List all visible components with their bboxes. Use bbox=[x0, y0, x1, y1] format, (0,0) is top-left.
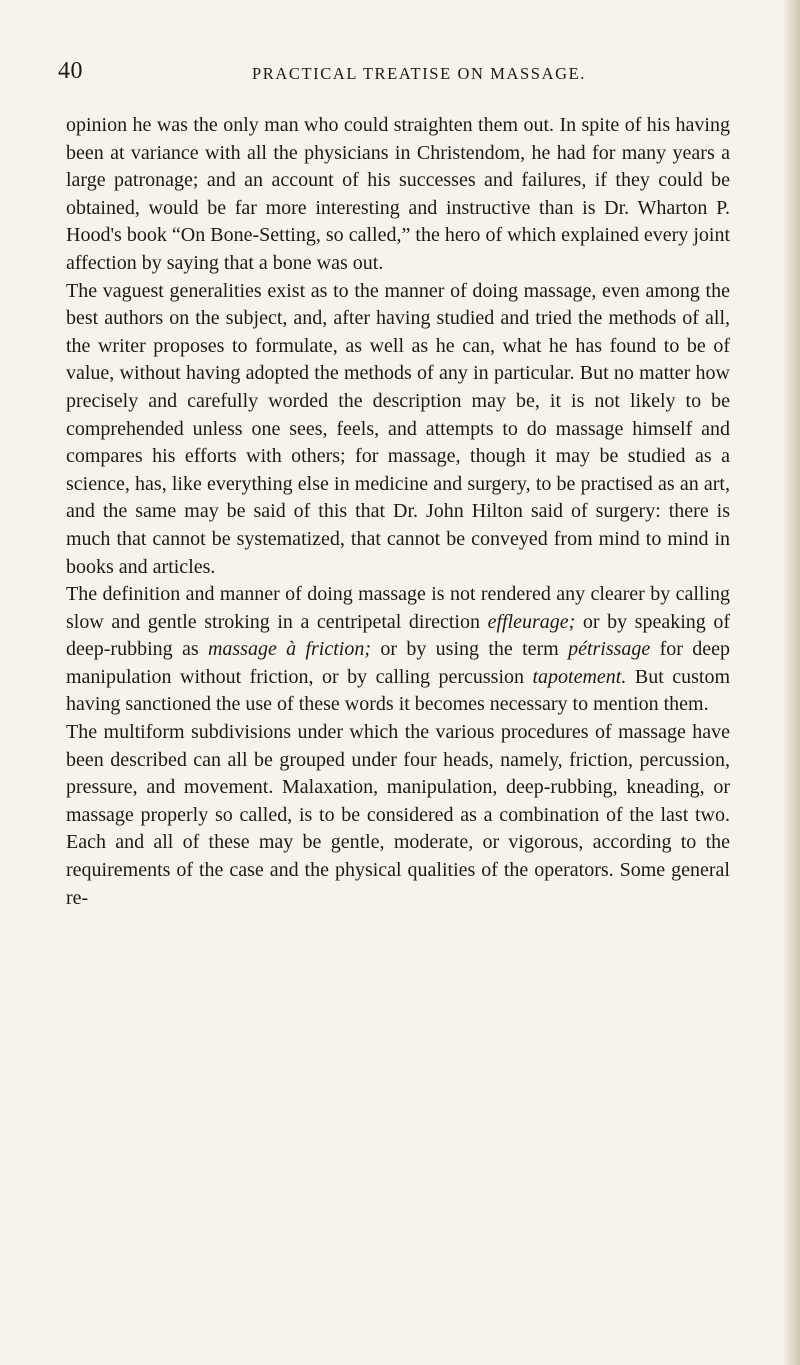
running-head: PRACTICAL TREATISE ON MASSAGE. bbox=[251, 64, 587, 83]
page-edge-shadow bbox=[782, 0, 800, 1365]
paragraph-2 bbox=[66, 278, 730, 582]
term-petrissage: pétrissage bbox=[568, 638, 651, 661]
paragraph-4-text: The multiform subdivisions under which the various procedures of massage have been described can all be grouped under four heads, namely, friction, percussion, pressure, and movement. Malaxation, manipulation, deep-rubbing, kneading, or massage properly so called, is to be considered as a combination of the last two. Each and all of these may be gentle, moderate, or vigorous, according to the requirements of the case and the physical qualities of the operators. Some general re- bbox=[66, 721, 730, 909]
paragraph-3-text: or by speaking of deep-rubbing as bbox=[66, 610, 731, 661]
body-text bbox=[66, 112, 730, 912]
paragraph-1 bbox=[66, 112, 730, 278]
paragraph-2-text: The vaguest generalities exist as to the manner of doing massage, even among the best authors on the subject, and, after having studied and tried the methods of all, the writer proposes to formulate, as well as he can, what he has found to be of value, without having adopted the methods of any in particular. But no matter how precisely and carefully worded the description may be, it is not likely to be comprehended unless one sees, feels, and attempts to do massage himself and compares his efforts with others; for massage, though it may be studied as a science, has, like everything else in medicine and surgery, to be practised as an art, and the same may be said of this that Dr. John Hilton said of surgery: there is much that cannot be systematized, that cannot be conveyed from mind to mind in books and articles. bbox=[66, 279, 730, 578]
paragraph-3 bbox=[66, 581, 730, 719]
term-tapotement: tapotement. bbox=[532, 665, 627, 688]
page-header bbox=[58, 58, 742, 92]
term-effleurage: effleurage; bbox=[487, 610, 576, 633]
term-massage-a-friction: massage à friction; bbox=[207, 638, 372, 661]
paragraph-3-text: But custom having sanctioned the use of these words it becomes necessary to mention them. bbox=[66, 665, 731, 716]
paragraph-1-text: opinion he was the only man who could straighten them out. In spite of his having been at variance with all the physicians in Christendom, he had for many years a large patronage; and an account of his successes and failures, if they could be obtained, would be far more interesting and instructive than is Dr. Wharton P. Hood's book “On Bone-Setting, so called,” the hero of which explained every joint affection by saying that a bone was out. bbox=[66, 114, 730, 274]
paragraph-4 bbox=[66, 719, 730, 912]
paragraph-3-text: for deep manipulation without friction, or by calling percussion bbox=[66, 638, 731, 688]
paragraph-3-text: or by using the term bbox=[371, 638, 569, 661]
paragraph-3-text: The definition and manner of doing massage is not rendered any clearer by calling slow and gentle stroking in a centripetal direction bbox=[66, 583, 730, 633]
page-number: 40 bbox=[58, 58, 83, 84]
